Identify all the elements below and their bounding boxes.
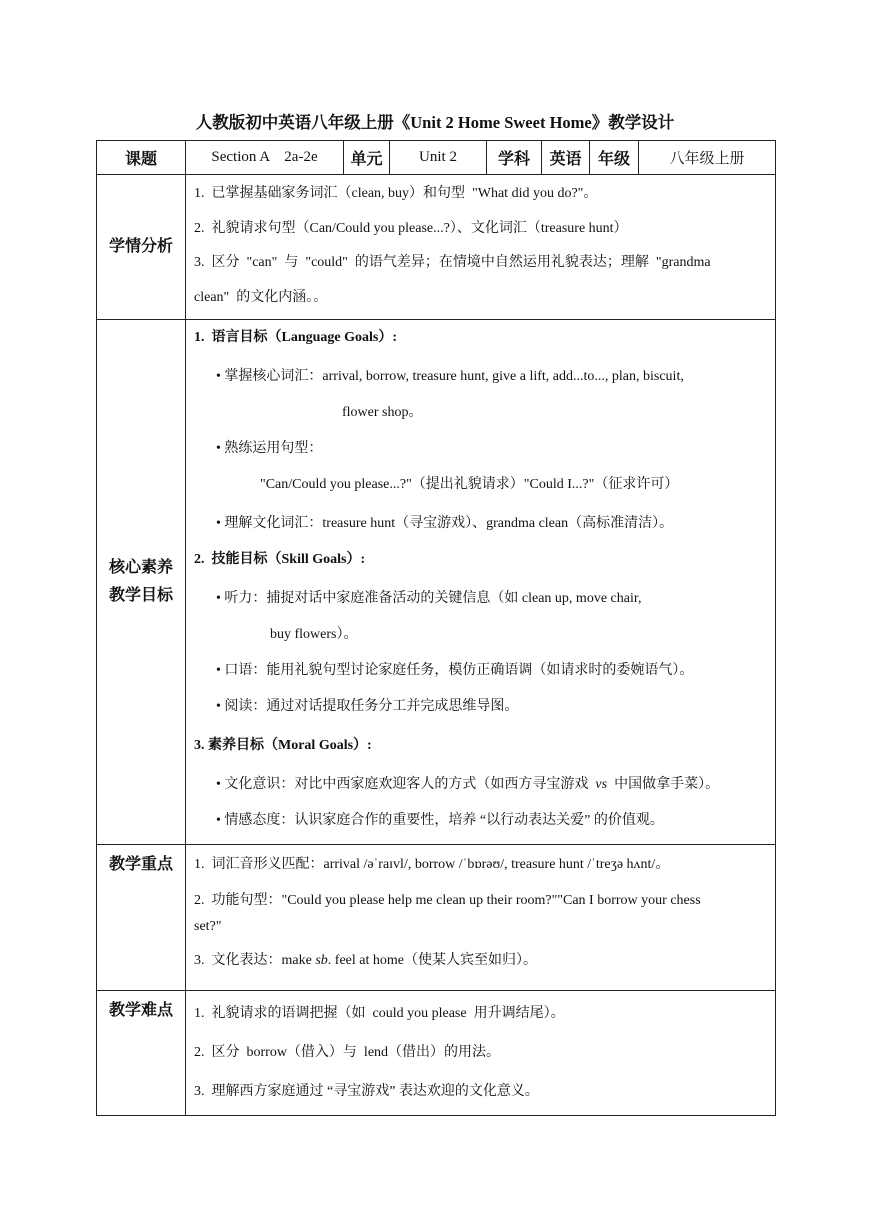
unit-label: 单元 [344, 141, 390, 175]
moral-goals-title: 3. 素养目标（Moral Goals）: [194, 738, 372, 753]
difficulties-content [186, 991, 776, 1116]
skill-goals-title: 2. 技能目标（Skill Goals）: [194, 552, 366, 567]
versus-text: vs [595, 777, 608, 792]
difficulty-1: 1. 礼貌请求的语调把握（如 could you please 用升调结尾）。 [194, 1006, 565, 1021]
listening-goal: • 听力：捕捉对话中家庭准备活动的关键信息（如 clean up, move chair, [216, 591, 642, 606]
language-goals-title: 1. 语言目标（Language Goals）: [194, 330, 398, 345]
analysis-line-3: 3. 区分 "can" 与 "could" 的语气差异；在情境中自然运用礼貌表达；理解 "grandma [194, 255, 711, 270]
topic-value: Section A 2a-2e [186, 141, 344, 175]
culture-awareness-goal [194, 767, 767, 803]
listening-goal-cont: buy flowers）。 [270, 627, 358, 642]
subject-value: 英语 [542, 141, 590, 175]
goals-content [186, 320, 776, 845]
analysis-content [186, 175, 776, 320]
header-row [97, 141, 776, 175]
analysis-line-2: 2. 礼貌请求句型（Can/Could you please...?）、文化词汇（treasure hunt） [194, 220, 628, 236]
difficulty-3: 3. 理解西方家庭通过 “寻宝游戏” 表达欢迎的文化意义。 [194, 1084, 539, 1099]
analysis-row [97, 175, 776, 320]
grade-label: 年级 [590, 141, 639, 175]
goals-label-line-2: 教学目标 [108, 587, 173, 604]
key-points-row [97, 845, 776, 991]
culture-awareness-text: • 文化意识：对比中西家庭欢迎客人的方式（如西方寻宝游戏 [216, 777, 596, 792]
analysis-line-4: clean" 的文化内涵。。 [194, 289, 328, 305]
vocab-goal-cont: flower shop。 [342, 405, 423, 420]
key-point-3-text: 3. 文化表达：make [194, 953, 316, 968]
key-point-2: 2. 功能句型："Could you please help me clean up their room?""Can I borrow your chess [194, 893, 701, 908]
subject-label: 学科 [487, 141, 542, 175]
key-point-3-text-end: . feel at home（使某人宾至如归）。 [327, 953, 537, 968]
goals-label-line-1: 核心素养 [108, 559, 173, 576]
difficulties-row [97, 991, 776, 1116]
sentence-goal: • 熟练运用句型： [216, 441, 323, 456]
emotion-goal: • 情感态度：认识家庭合作的重要性，培养 “以行动表达关爱” 的价值观。 [216, 813, 664, 828]
document-title: 人教版初中英语八年级上册《Unit 2 Home Sweet Home》教学设计 [195, 113, 675, 132]
lesson-plan-table [96, 140, 776, 1116]
vocab-goal: • 掌握核心词汇：arrival, borrow, treasure hunt, give a lift, add...to..., plan, biscuit, [216, 369, 684, 384]
difficulties-label: 教学难点 [97, 991, 186, 1116]
topic-label: 课题 [97, 141, 186, 175]
analysis-label: 学情分析 [97, 175, 186, 320]
sb-text: sb [315, 953, 328, 968]
goals-label [97, 320, 186, 845]
difficulty-2: 2. 区分 borrow（借入）与 lend（借出）的用法。 [194, 1045, 501, 1060]
sentence-goal-cont: "Can/Could you please...?"（提出礼貌请求）"Could I...?"（征求许可） [260, 477, 679, 492]
key-points-label: 教学重点 [97, 845, 186, 991]
speaking-goal: • 口语：能用礼貌句型讨论家庭任务，模仿正确语调（如请求时的委婉语气）。 [216, 663, 694, 678]
goals-row [97, 320, 776, 845]
culture-vocab-goal: • 理解文化词汇：treasure hunt（寻宝游戏）、grandma clean（高标准清洁）。 [216, 516, 674, 531]
culture-awareness-text-end: 中国做拿手菜）。 [607, 777, 720, 792]
key-point-3 [194, 947, 767, 975]
grade-value: 八年级上册 [639, 141, 776, 175]
analysis-line-1: 1. 已掌握基础家务词汇（clean, buy）和句型 "What did you do?"。 [194, 186, 598, 201]
unit-value: Unit 2 [390, 141, 487, 175]
key-point-1: 1. 词汇音形义匹配：arrival /əˈraɪvl/, borrow /ˈbɒrəʊ/, treasure hunt /ˈtreʒə hʌnt/。 [194, 857, 670, 872]
reading-goal: • 阅读：通过对话提取任务分工并完成思维导图。 [216, 699, 519, 714]
key-points-content [186, 845, 776, 991]
key-point-2-cont: set?" [194, 919, 222, 934]
